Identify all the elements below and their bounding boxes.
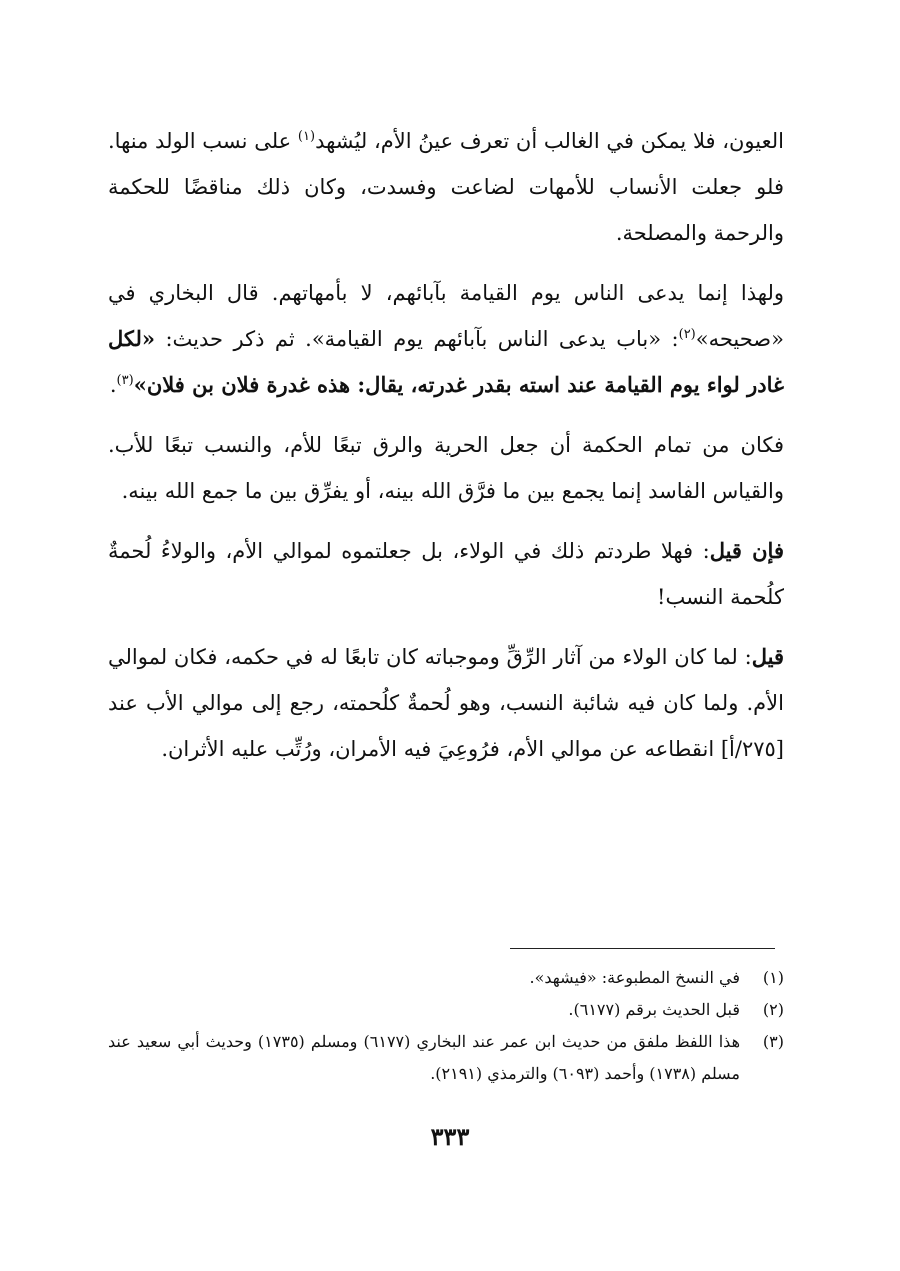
paragraph-3-text: فكان من تمام الحكمة أن جعل الحرية والرق تبعًا للأم، والنسب تبعًا للأب. والقياس الفاسد إنما يجمع بين ما فرَّق الله بينه، أو يفرِّق بين ما جمع الله بينه. (108, 433, 784, 503)
paragraph-5-text: : لما كان الولاء من آثار الرِّقِّ وموجباته كان تابعًا له في حكمه، فكان لموالي الأم. ولما كان فيه شائبة النسب، وهو لُحمةٌ كلُحمته، رجع إلى موالي الأب عند [٢٧٥/أ] انقطاعه عن موالي الأم، فرُوعِيَ فيه الأمران، ورُتِّب عليه الأثران. (108, 645, 784, 761)
footnote-divider (510, 948, 775, 949)
paragraph-2-text-a: ولهذا إنما يدعى الناس يوم القيامة بآبائهم، لا بأمهاتهم. قال البخاري في «صحيحه» (108, 281, 784, 351)
footnote-2-text: قبل الحديث برقم (٦١٧٧). (568, 1000, 740, 1019)
paragraph-4 (108, 528, 784, 620)
paragraph-2 (108, 270, 784, 408)
paragraph-5 (108, 634, 784, 772)
paragraph-3 (108, 422, 784, 514)
paragraph-1 (108, 118, 784, 256)
paragraph-1-text-b: على نسب الولد منها. فلو جعلت الأنساب للأمهات لضاعت وفسدت، وكان ذلك مناقضًا للحكمة والرحمة والمصلحة. (108, 129, 784, 245)
reply-label: قيل (751, 644, 785, 669)
footnotes (108, 962, 784, 1090)
paragraph-1-text-a: العيون، فلا يمكن في الغالب أن تعرف عينُ الأم، ليُشهد (315, 129, 784, 153)
footnote-ref-3: (٣) (116, 373, 134, 388)
footnote-3-text: هذا اللفظ ملفق من حديث ابن عمر عند البخاري (٦١٧٧) ومسلم (١٧٣٥) وحديث أبي سعيد عند مسلم (١٧٣٨) وأحمد (٦٠٩٣) والترمذي (٢١٩١). (108, 1032, 741, 1083)
footnote-2 (108, 994, 784, 1026)
footnote-3-number: (٣) (762, 1032, 784, 1051)
main-text (108, 118, 784, 772)
hadith-quote: «لكل غادر لواء يوم القيامة عند استه بقدر غدرته، يقال: هذه غدرة فلان بن فلان» (108, 326, 784, 397)
footnote-2-number: (٢) (762, 1000, 784, 1019)
page-number: ٣٣٣ (430, 1122, 470, 1151)
footnote-1-number: (١) (762, 968, 784, 987)
objection-label: فإن قيل (709, 538, 784, 563)
paragraph-2-text-c: . (109, 373, 117, 397)
paragraph-4-text: : فهلا طردتم ذلك في الولاء، بل جعلتموه لموالي الأم، والولاءُ لُحمةٌ كلُحمة النسب! (108, 539, 784, 609)
footnote-3 (108, 1026, 784, 1090)
footnote-1-text: في النسخ المطبوعة: «فيشهد». (529, 968, 740, 987)
footnote-ref-1: (١) (297, 129, 316, 144)
footnote-1 (108, 962, 784, 994)
footnote-ref-2: (٢) (678, 327, 696, 342)
paragraph-2-text-b: : «باب يدعى الناس بآبائهم يوم القيامة». ثم ذكر حديث: (155, 327, 679, 351)
